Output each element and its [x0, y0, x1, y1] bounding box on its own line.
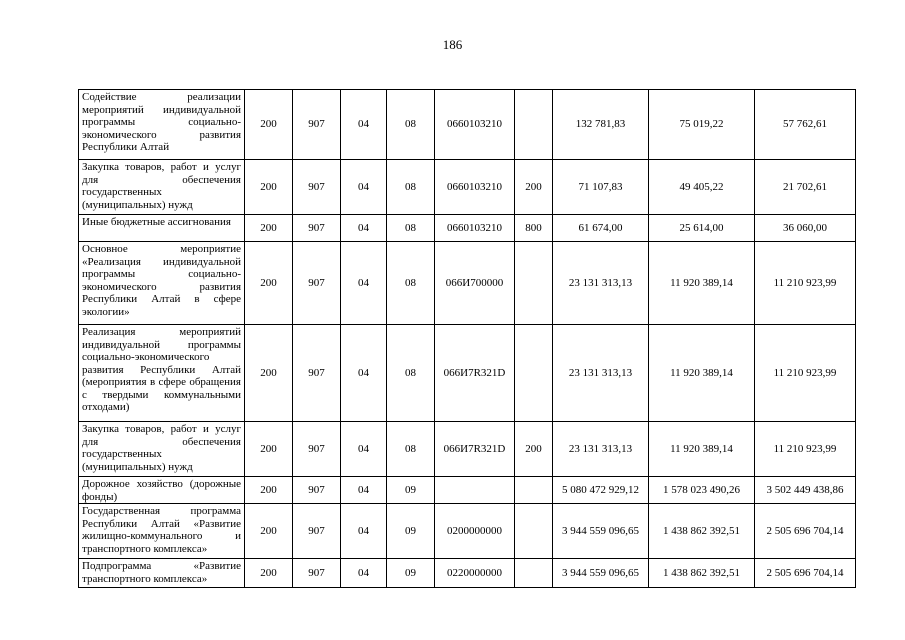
code-5: 066И7R321D [435, 422, 515, 477]
code-4: 08 [387, 242, 435, 325]
code-1: 200 [245, 559, 293, 588]
amount-1: 3 944 559 096,65 [553, 504, 649, 559]
code-5: 066И7R321D [435, 325, 515, 422]
code-4: 09 [387, 477, 435, 504]
amount-1: 71 107,83 [553, 160, 649, 215]
code-3: 04 [341, 160, 387, 215]
row-name: Содействие реализации мероприятий индивидуальной программы социально-экономического развития Республики Алтай [79, 90, 245, 160]
row-name: Закупка товаров, работ и услуг для обеспечения государственных (муниципальных) нужд [79, 160, 245, 215]
code-1: 200 [245, 160, 293, 215]
code-1: 200 [245, 242, 293, 325]
code-1: 200 [245, 504, 293, 559]
amount-1: 61 674,00 [553, 215, 649, 242]
code-2: 907 [293, 477, 341, 504]
code-2: 907 [293, 215, 341, 242]
row-name: Закупка товаров, работ и услуг для обеспечения государственных (муниципальных) нужд [79, 422, 245, 477]
amount-2: 11 920 389,14 [649, 242, 755, 325]
code-1: 200 [245, 477, 293, 504]
code-4: 08 [387, 325, 435, 422]
amount-3: 2 505 696 704,14 [755, 504, 856, 559]
amount-3: 2 505 696 704,14 [755, 559, 856, 588]
amount-3: 3 502 449 438,86 [755, 477, 856, 504]
table-row [79, 504, 856, 559]
code-3: 04 [341, 242, 387, 325]
code-2: 907 [293, 160, 341, 215]
code-4: 08 [387, 160, 435, 215]
amount-2: 25 614,00 [649, 215, 755, 242]
code-1: 200 [245, 325, 293, 422]
code-5: 0220000000 [435, 559, 515, 588]
amount-2: 11 920 389,14 [649, 422, 755, 477]
page-number: 186 [442, 37, 463, 52]
amount-2: 1 438 862 392,51 [649, 504, 755, 559]
amount-2: 1 578 023 490,26 [649, 477, 755, 504]
code-6: 200 [515, 160, 553, 215]
code-3: 04 [341, 559, 387, 588]
row-name: Подпрограмма «Развитие транспортного комплекса» [79, 559, 245, 588]
code-2: 907 [293, 325, 341, 422]
amount-3: 36 060,00 [755, 215, 856, 242]
table-row [79, 325, 856, 422]
row-name: Государственная программа Республики Алтай «Развитие жилищно-коммунального и транспортного комплекса» [79, 504, 245, 559]
budget-table [78, 89, 856, 588]
code-6 [515, 559, 553, 588]
table-row [79, 477, 856, 504]
code-4: 08 [387, 422, 435, 477]
code-3: 04 [341, 422, 387, 477]
code-3: 04 [341, 215, 387, 242]
code-5: 0200000000 [435, 504, 515, 559]
code-4: 08 [387, 90, 435, 160]
table-row [79, 422, 856, 477]
table-row [79, 160, 856, 215]
code-5: 066И700000 [435, 242, 515, 325]
amount-3: 11 210 923,99 [755, 325, 856, 422]
amount-3: 11 210 923,99 [755, 422, 856, 477]
code-6 [515, 504, 553, 559]
code-2: 907 [293, 422, 341, 477]
code-5: 0660103210 [435, 90, 515, 160]
code-2: 907 [293, 559, 341, 588]
table-row [79, 215, 856, 242]
row-name: Дорожное хозяйство (дорожные фонды) [79, 477, 245, 504]
amount-1: 3 944 559 096,65 [553, 559, 649, 588]
code-1: 200 [245, 422, 293, 477]
code-4: 09 [387, 504, 435, 559]
row-name: Реализация мероприятий индивидуальной программы социально-экономического развития Республики Алтай (мероприятия в сфере обращения с твердыми коммунальными отходами) [79, 325, 245, 422]
table-row [79, 242, 856, 325]
code-6 [515, 242, 553, 325]
amount-1: 23 131 313,13 [553, 422, 649, 477]
amount-3: 21 702,61 [755, 160, 856, 215]
amount-3: 57 762,61 [755, 90, 856, 160]
code-4: 09 [387, 559, 435, 588]
amount-1: 23 131 313,13 [553, 325, 649, 422]
code-6 [515, 90, 553, 160]
code-5 [435, 477, 515, 504]
code-1: 200 [245, 90, 293, 160]
code-2: 907 [293, 504, 341, 559]
amount-2: 1 438 862 392,51 [649, 559, 755, 588]
code-2: 907 [293, 242, 341, 325]
code-2: 907 [293, 90, 341, 160]
amount-2: 75 019,22 [649, 90, 755, 160]
code-3: 04 [341, 504, 387, 559]
code-6: 800 [515, 215, 553, 242]
row-name: Основное мероприятие «Реализация индивидуальной программы социально-экономического развития Республики Алтай в сфере экологии» [79, 242, 245, 325]
amount-1: 23 131 313,13 [553, 242, 649, 325]
code-5: 0660103210 [435, 160, 515, 215]
code-6 [515, 477, 553, 504]
amount-2: 11 920 389,14 [649, 325, 755, 422]
code-3: 04 [341, 477, 387, 504]
amount-1: 132 781,83 [553, 90, 649, 160]
amount-1: 5 080 472 929,12 [553, 477, 649, 504]
row-name: Иные бюджетные ассигнования [79, 215, 245, 242]
code-3: 04 [341, 90, 387, 160]
code-1: 200 [245, 215, 293, 242]
code-6: 200 [515, 422, 553, 477]
code-4: 08 [387, 215, 435, 242]
table-row [79, 559, 856, 588]
code-6 [515, 325, 553, 422]
amount-2: 49 405,22 [649, 160, 755, 215]
table-row [79, 90, 856, 160]
code-3: 04 [341, 325, 387, 422]
amount-3: 11 210 923,99 [755, 242, 856, 325]
code-5: 0660103210 [435, 215, 515, 242]
